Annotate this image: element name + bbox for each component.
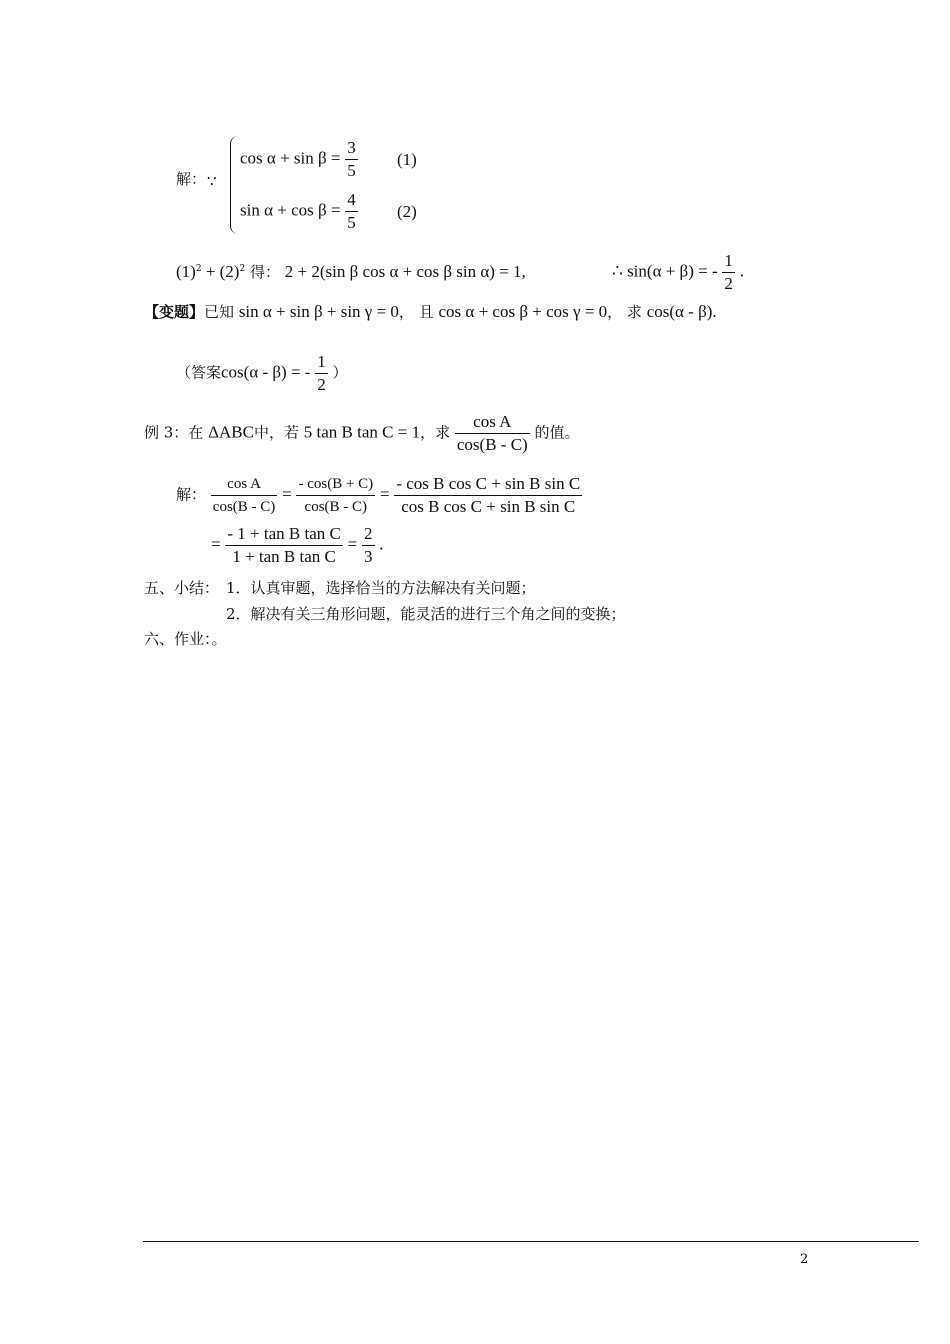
because-symbol: ∵ xyxy=(207,172,217,190)
equation-2-tag: (2) xyxy=(397,202,417,221)
sin-sum-result: ∴ sin(α + β) = - $\frac{1}{2}$ . xyxy=(612,251,744,293)
solution-3-fraction-1: $\frac{\text{cos A}}{\cos(B - C)}$ xyxy=(211,473,278,518)
system-brace xyxy=(230,136,239,234)
page-number: 2 xyxy=(800,1252,809,1267)
solution-3-line-1: 解： $\frac{\text{cos A}}{\cos(B - C)}$ = $\frac{- \cos(B + C)}{\cos(B - C)}$ = $\frac{\text{- cos B cos C + sin B sin C}}{\text{cos B cos C + sin B sin C}}$ xyxy=(176,474,581,516)
fraction-1-2: $\frac{1}{2}$ xyxy=(724,251,733,293)
variant-problem: 【变题】已知 sin α + sin β + sin γ = 0， 且 cos α + cos β + cos γ = 0， 求 cos(α - β). xyxy=(144,302,717,321)
solution-3-fraction-3: $\frac{\text{- cos B cos C + sin B sin C}}{\text{cos B cos C + sin B sin C}}$ xyxy=(396,474,581,516)
solution-label: 解： xyxy=(176,170,207,188)
homework-heading: 六、作业：。 xyxy=(144,630,227,648)
fraction-3-5: $\frac{3}{5}$ xyxy=(347,138,356,180)
summary-heading: 五、小结： xyxy=(144,579,220,597)
fraction-4-5: $\frac{4}{5}$ xyxy=(347,190,356,232)
solution-3-line-2: = $\frac{\text{- 1 + tan B tan C}}{\text{1 + tan B tan C}}$ = $\frac{2}{3}$ . xyxy=(211,524,384,566)
solution-3-fraction-5: $\frac{2}{3}$ xyxy=(364,524,373,566)
solution-3-fraction-2: $\frac{- \cos(B + C)}{\cos(B - C)}$ xyxy=(296,473,375,518)
example-3-fraction: $\frac{\text{cos A}}{\cos(B - C)}$ xyxy=(456,412,528,454)
footer-rule xyxy=(143,1241,919,1242)
solution-3-fraction-4: $\frac{\text{- 1 + tan B tan C}}{\text{1 + tan B tan C}}$ xyxy=(227,524,341,566)
answer-fraction: $\frac{1}{2}$ xyxy=(317,352,326,394)
equation-2: sin α + cos β = $\frac{4}{5}$ xyxy=(240,190,356,232)
summary-item-2: 2．解决有关三角形问题，能灵活的进行三个角之间的变换； xyxy=(226,605,626,623)
summary-item-1: 1．认真审题，选择恰当的方法解决有关问题； xyxy=(226,579,536,597)
equation-1: cos α + sin β = $\frac{3}{5}$ xyxy=(240,138,356,180)
squares-sum-line: $(1)^2 + (2)^2$ 得： 2 + 2(sin β cos α + cos β sin α) = 1, xyxy=(176,262,526,281)
example-3: 例 3：在 ΔABC中，若 5 tan B tan C = 1，求 $\frac{\text{cos A}}{\cos(B - C)}$ 的值。 xyxy=(144,412,580,454)
variant-answer: （答案cos(α - β) = - $\frac{1}{2}$ ） xyxy=(176,352,348,394)
equation-1-tag: (1) xyxy=(397,150,417,169)
